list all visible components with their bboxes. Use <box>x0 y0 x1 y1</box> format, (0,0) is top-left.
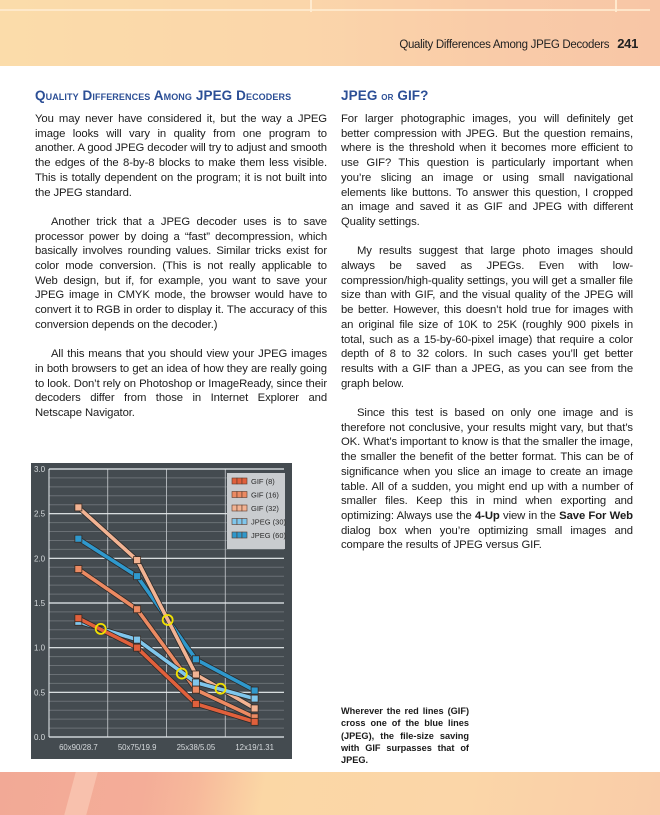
text-run: dialog box when you’re optimizing small images and compare the results of JPEG versus GIF. <box>341 524 633 552</box>
heading-part: or <box>381 91 394 103</box>
chart-svg <box>31 463 292 759</box>
data-point-jpeg30 <box>192 679 199 686</box>
paragraph: You may never have considered it, but the way a JPEG image looks will vary in quality from one program to another. A good JPEG decoder will try to adjust and smooth the edges of the 8-by-8 blocks to make them less visible. This is totally dependent on the program; it is not built into the JPEG standard. <box>35 113 327 199</box>
header-divider <box>615 0 617 12</box>
y-tick-label: 2.0 <box>34 554 46 564</box>
x-tick-label: 60x90/28.7 <box>59 743 98 752</box>
legend-label: JPEG (60) <box>251 531 287 540</box>
header-divider <box>310 0 312 12</box>
data-point-gif8 <box>75 615 82 622</box>
legend-swatch-jpeg30 <box>232 519 237 525</box>
legend-label: GIF (32) <box>251 504 279 513</box>
right-column <box>341 86 633 553</box>
x-tick-label: 12x19/1.31 <box>235 743 274 752</box>
figure-caption: Wherever the red lines (GIF) cross one of the blue lines (JPEG), the file-size saving with GIF surpasses that of JPEG. <box>341 706 469 766</box>
paragraph: My results suggest that large photo images should always be saved as JPEGs. Even with low-compression/high-quality settings, you will get a smaller file size than with GIF, and the visual quality of the JPEG will be better. However, this doesn’t hold true for images with an original file size of 10K to 25K (roughly 900 pixels in total, such as a 15-by-60-pixel image) that require a color depth of 8 to 32 colors. In such cases you’ll get better results with a GIF than a JPEG, as you can see from the graph below. <box>341 245 633 390</box>
data-point-gif32 <box>251 705 258 712</box>
bottom-decorative-band <box>0 772 660 815</box>
top-decorative-band <box>0 0 660 66</box>
data-point-jpeg60 <box>251 687 258 694</box>
data-point-gif32 <box>75 504 82 511</box>
data-point-jpeg60 <box>75 535 82 542</box>
legend-swatch-gif8 <box>242 478 247 484</box>
y-tick-label: 1.0 <box>34 643 46 653</box>
y-tick-label: 2.5 <box>34 509 46 519</box>
paragraph: All this means that you should view your JPEG images in both browsers to get an idea of how they are really going to look. Don’t rely on Photoshop or ImageReady, since their decoders differ from those in Internet Explorer and Netscape Navigator. <box>35 348 327 420</box>
y-tick-label: 1.5 <box>34 599 46 608</box>
heading-text: Quality Differences Among JPEG Decoders <box>35 88 292 103</box>
x-tick-label: 50x75/19.9 <box>117 743 157 752</box>
legend-swatch-gif32 <box>242 505 247 511</box>
y-tick-label: 0.5 <box>34 688 46 698</box>
legend-label: GIF (16) <box>251 490 279 500</box>
running-head-title: Quality Differences Among JPEG Decoders <box>399 39 610 51</box>
data-point-gif16 <box>134 606 141 613</box>
legend-swatch-gif32 <box>237 505 242 511</box>
page-number: 241 <box>617 36 638 51</box>
data-point-gif8 <box>134 644 141 651</box>
paragraph: Another trick that a JPEG decoder uses is to save processor power by doing a “fast” decompression, which basically involves rounding values. Similar tricks exist for color mode conversion. (This is not really applicable to Web design, but if, for example, you want to save your JPEG image in CMYK mode, the browser would have to convert it to RGB in order to display it. The accuracy of this conversion depends on the decoder.) <box>35 215 327 331</box>
legend-swatch-jpeg60 <box>242 532 247 538</box>
paragraph: For larger photographic images, you will definitely get better compression with JPEG. But the question remains, where is the threshold when it becomes more efficient to use GIF? This question is particularly important when you’re slicing an image or using small navigational elements like buttons. To answer this question, I cropped an image and saved it as GIF and JPEG with different Quality settings. <box>341 113 633 228</box>
legend-swatch-gif8 <box>237 478 242 484</box>
legend-swatch-gif8 <box>232 478 237 484</box>
data-point-gif8 <box>192 700 199 707</box>
data-point-gif16 <box>75 566 82 573</box>
y-tick-label: 0.0 <box>34 733 46 742</box>
x-tick-label: 25x38/5.05 <box>176 743 216 752</box>
data-point-jpeg60 <box>134 573 141 580</box>
legend-swatch-jpeg30 <box>242 519 247 525</box>
legend-swatch-gif16 <box>242 492 247 498</box>
running-head <box>399 36 638 51</box>
header-rule <box>0 9 650 11</box>
left-column <box>35 86 327 421</box>
legend-swatch-gif32 <box>232 505 237 511</box>
data-point-gif16 <box>192 686 199 693</box>
band-streak <box>64 772 98 815</box>
bold-term-4-up: 4-Up <box>475 509 500 522</box>
bold-term-save-for-web: Save For Web <box>559 509 633 522</box>
legend-swatch-jpeg30 <box>237 519 242 525</box>
heading-part: GIF? <box>397 88 429 103</box>
paragraph <box>341 406 633 553</box>
data-point-jpeg30 <box>134 636 141 643</box>
legend-swatch-gif16 <box>232 492 237 498</box>
y-tick-label: 3.0 <box>34 465 46 474</box>
heading-part: JPEG <box>341 88 378 103</box>
data-point-gif32 <box>134 557 141 564</box>
data-point-gif32 <box>192 671 199 678</box>
legend-swatch-jpeg60 <box>232 532 237 538</box>
data-point-gif8 <box>251 718 258 725</box>
data-point-jpeg60 <box>192 656 199 663</box>
text-run: view in the <box>499 509 560 522</box>
legend-swatch-gif16 <box>237 492 242 498</box>
legend-swatch-jpeg60 <box>237 532 242 538</box>
section-heading-quality-differences <box>35 86 327 106</box>
data-point-jpeg30 <box>251 695 258 702</box>
legend-label: JPEG (30) <box>251 517 287 527</box>
text-run: Since this test is based on only one image and is therefore not conclusive, your results might vary, but that’s OK. What’s important to know is that the smaller the image, the smaller the benefit of the better format. This can be of significance when you slice an image to create an image table. All of a sudden, you might end up with a number of smaller files. Keep this in mind when exporting and optimizing: Always use the <box>341 407 633 522</box>
section-heading-jpeg-or-gif <box>341 86 633 106</box>
file-size-chart <box>31 463 292 759</box>
legend-label: GIF (8) <box>251 477 275 486</box>
